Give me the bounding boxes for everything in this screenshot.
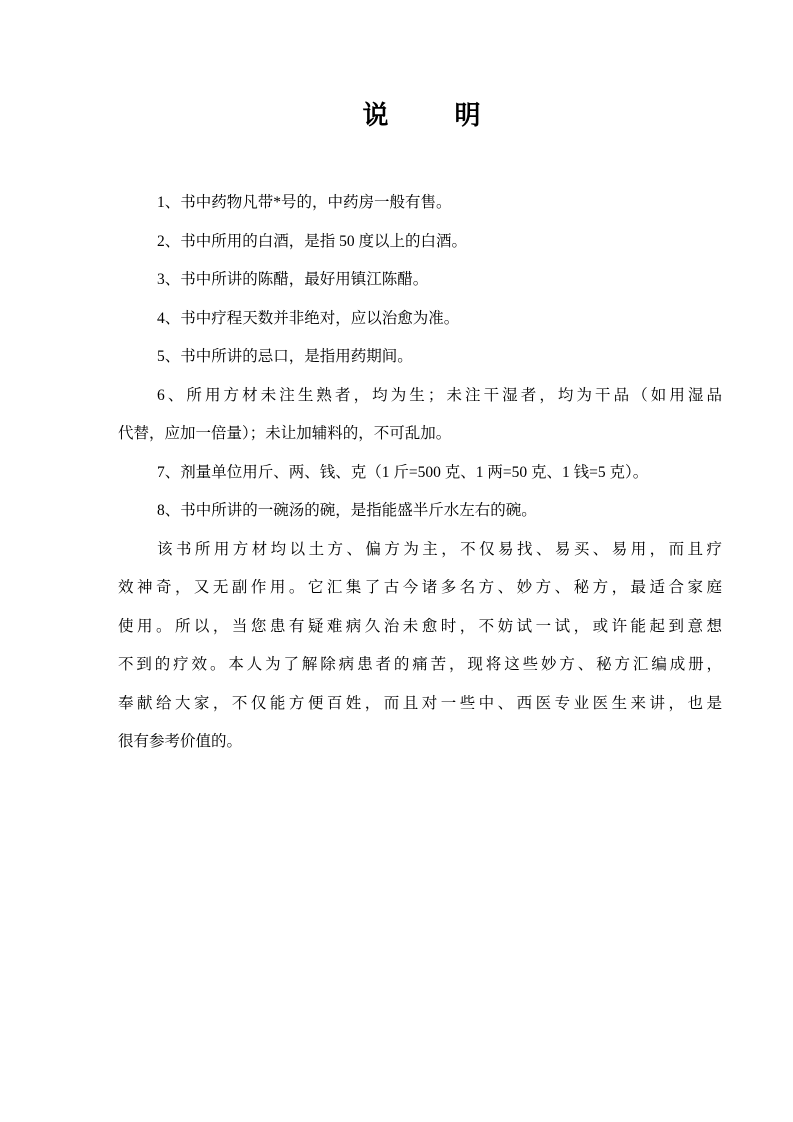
note-item-8: 8、书中所讲的一碗汤的碗，是指能盛半斤水左右的碗。: [157, 502, 537, 519]
closing-line-4: 不到的疗效。本人为了解除病患者的痛苦，现将这些妙方、秘方汇编成册，: [118, 656, 722, 673]
closing-paragraph: [118, 531, 722, 762]
title-char-2: 明: [454, 101, 481, 131]
title-char-1: 说: [362, 101, 389, 131]
note-item-6-line-1: 6、所用方材未注生熟者，均为生；未注干湿者，均为干品（如用湿品: [157, 386, 722, 404]
note-item-6-line-2: 代替，应加一倍量）；未让加辅料的，不可乱加。: [118, 425, 452, 442]
closing-line-1: 该书所用方材均以土方、偏方为主，不仅易找、易买、易用，而且疗: [157, 540, 722, 558]
page-title: [0, 98, 793, 134]
closing-line-2: 效神奇，又无副作用。它汇集了古今诸多名方、妙方、秘方，最适合家庭: [118, 579, 722, 596]
note-item-3: 3、书中所讲的陈醋，最好用镇江陈醋。: [157, 271, 429, 288]
closing-line-5: 奉献给大家，不仅能方便百姓，而且对一些中、西医专业医生来讲，也是: [118, 694, 722, 712]
note-item-6: [118, 377, 722, 454]
closing-line-3: 使用。所以，当您患有疑难病久治未愈时，不妨试一试，或许能起到意想: [118, 617, 722, 635]
closing-line-6: 很有参考价值的。: [118, 733, 243, 750]
document-body: [118, 184, 722, 762]
note-item-7: 7、剂量单位用斤、两、钱、克（1 斤=500 克、1 两=50 克、1 钱=5 克）。: [157, 463, 649, 481]
note-item-1: 1、书中药物凡带*号的，中药房一般有售。: [157, 194, 452, 211]
note-item-5: 5、书中所讲的忌口，是指用药期间。: [157, 348, 413, 365]
note-item-4: 4、书中疗程天数并非绝对，应以治愈为准。: [157, 309, 460, 327]
note-item-2: 2、书中所用的白酒，是指 50 度以上的白酒。: [157, 232, 468, 250]
